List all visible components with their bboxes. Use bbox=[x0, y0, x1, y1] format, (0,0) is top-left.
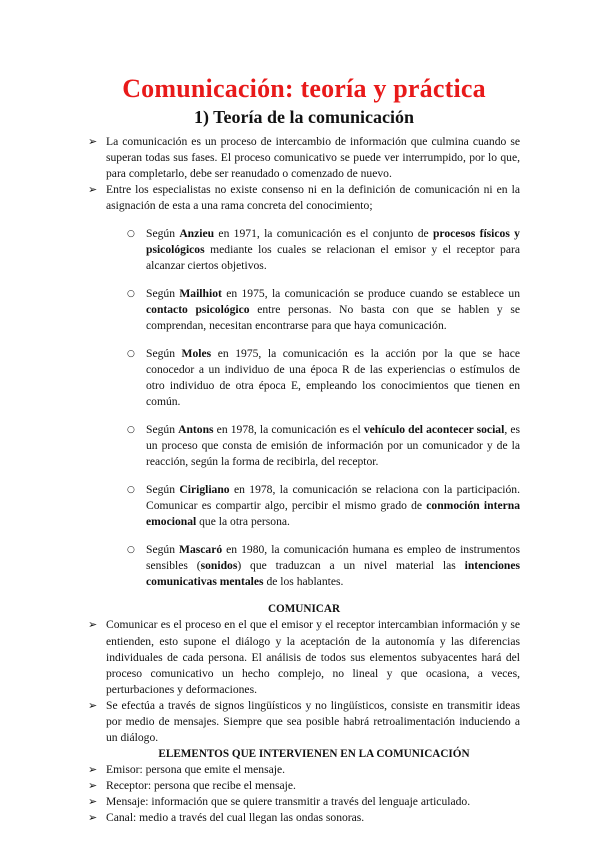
section-heading-comunicar: COMUNICAR bbox=[267, 603, 341, 616]
arrow-bullet-icon: ➢ bbox=[88, 811, 98, 825]
element-item-text: Emisor: persona que emite el mensaje. bbox=[106, 763, 286, 777]
definition-item: ○ Según Anzieu en 1971, la comunicación es el conjunto de procesos físicos y psicológicos mediante los cuales se relacionan el emisor y el receptor para alcanzar ciertos objetivos. bbox=[127, 227, 520, 273]
author-name: Cirigliano bbox=[179, 482, 230, 496]
key-term: vehículo del acontecer social bbox=[363, 422, 505, 436]
intro-bullet bbox=[88, 182, 520, 214]
arrow-bullet-icon: ➢ bbox=[88, 135, 98, 148]
comunicar-bullet-text: Se efectúa a través de signos lingüísticos y no lingüísticos, consiste en transmitir ideas por medio de mensajes. Siempre que sea posible habrá retroalimentación induciendo a un diálogo. bbox=[106, 698, 520, 745]
arrow-bullet-icon: ➢ bbox=[88, 795, 98, 809]
arrow-bullet-icon: ➢ bbox=[88, 698, 98, 712]
definition-item: ○ Según Antons en 1978, la comunicación es el vehículo del acontecer social, es un proceso que consta de emisión de información por un comunicador y de la reacción, según la forma de recibirla, del receptor. bbox=[127, 422, 520, 468]
author-name: Mailhiot bbox=[179, 286, 222, 300]
circle-bullet-icon: ○ bbox=[127, 288, 135, 299]
circle-bullet-icon: ○ bbox=[127, 229, 135, 240]
intro-bullet-text: Entre los especialistas no existe consenso ni en la definición de comunicación ni en la asignación de esta a una rama concreta del conocimiento; bbox=[106, 183, 520, 213]
key-term: contacto psicológico bbox=[146, 303, 250, 317]
arrow-bullet-icon: ➢ bbox=[88, 779, 98, 793]
intro-bullet bbox=[88, 134, 520, 182]
definition-item: ○ Según Mascaró en 1980, la comunicación humana es empleo de instrumentos sensibles (sonidos) que traduzcan a un nivel material las intenciones comunicativas mentales de los hablantes. bbox=[127, 542, 521, 588]
circle-bullet-icon: ○ bbox=[127, 544, 135, 555]
section-heading-teoria: 1) Teoría de la comunicación bbox=[194, 107, 414, 127]
element-item bbox=[88, 794, 520, 810]
element-item-text: Mensaje: información que se quiere transmitir a través del lenguaje articulado. bbox=[106, 795, 471, 809]
author-name: Mascaró bbox=[179, 542, 223, 556]
element-item-text: Receptor: persona que recibe el mensaje. bbox=[106, 779, 296, 793]
author-name: Antons bbox=[178, 422, 214, 436]
author-name: Anzieu bbox=[179, 227, 215, 241]
section-heading-elementos: ELEMENTOS QUE INTERVIENEN EN LA COMUNICACIÓN bbox=[158, 748, 470, 761]
definition-item: ○ Según Mailhiot en 1975, la comunicación se produce cuando se establece un contacto psicológico entre personas. No basta con que se hablen y se comprendan, necesitan encontrarse para que haya comunicación. bbox=[127, 286, 521, 333]
element-item-text: Canal: medio a través del cual llegan las ondas sonoras. bbox=[106, 811, 365, 825]
key-term: sonidos bbox=[200, 558, 238, 572]
definitions-list bbox=[88, 226, 520, 590]
comunicar-bullet bbox=[88, 617, 520, 697]
key-term: procesos físicos y psicológicos bbox=[146, 227, 520, 257]
element-item bbox=[88, 778, 520, 794]
circle-bullet-icon: ○ bbox=[127, 348, 135, 359]
circle-bullet-icon: ○ bbox=[127, 484, 135, 495]
element-item bbox=[88, 810, 520, 826]
intro-bullet-text: La comunicación es un proceso de intercambio de información que culmina cuando se superan todas sus fases. El proceso comunicativo se puede ver interrumpido, por lo que, para completarlo, debe ser reanudado o comenzado de nuevo. bbox=[106, 135, 520, 181]
comunicar-bullet-text: Comunicar es el proceso en el que el emisor y el receptor intercambian información y se entienden, esto supone el diálogo y la aceptación de la autonomía y las diferencias individuales de cada persona. El análisis de todos sus elementos subyacentes hará del proceso comunicativo un hecho complejo, no lineal y que ocasiona, a veces, perturbaciones y deformaciones. bbox=[106, 618, 520, 696]
element-item bbox=[88, 762, 520, 778]
key-term: conmoción interna emocional bbox=[146, 498, 520, 528]
comunicar-bullet bbox=[88, 698, 520, 746]
key-term: intenciones comunicativas mentales bbox=[146, 558, 521, 588]
definition-item: ○ Según Moles en 1975, la comunicación es la acción por la que se hace conocedor a un individuo de una época R de las experiencias o estímulos de otro individuo de otra época E, empleando los conocimientos que tienen en común. bbox=[127, 346, 520, 409]
arrow-bullet-icon: ➢ bbox=[88, 763, 98, 777]
definition-item: ○ Según Cirigliano en 1978, la comunicación se relaciona con la participación. Comunicar es compartir algo, percibir el mismo grado de conmoción interna emocional que la otra persona. bbox=[127, 482, 520, 528]
arrow-bullet-icon: ➢ bbox=[88, 618, 98, 632]
document-title: Comunicación: teoría y práctica bbox=[122, 74, 486, 103]
author-name: Moles bbox=[181, 346, 212, 360]
arrow-bullet-icon: ➢ bbox=[88, 183, 98, 197]
circle-bullet-icon: ○ bbox=[127, 424, 135, 435]
